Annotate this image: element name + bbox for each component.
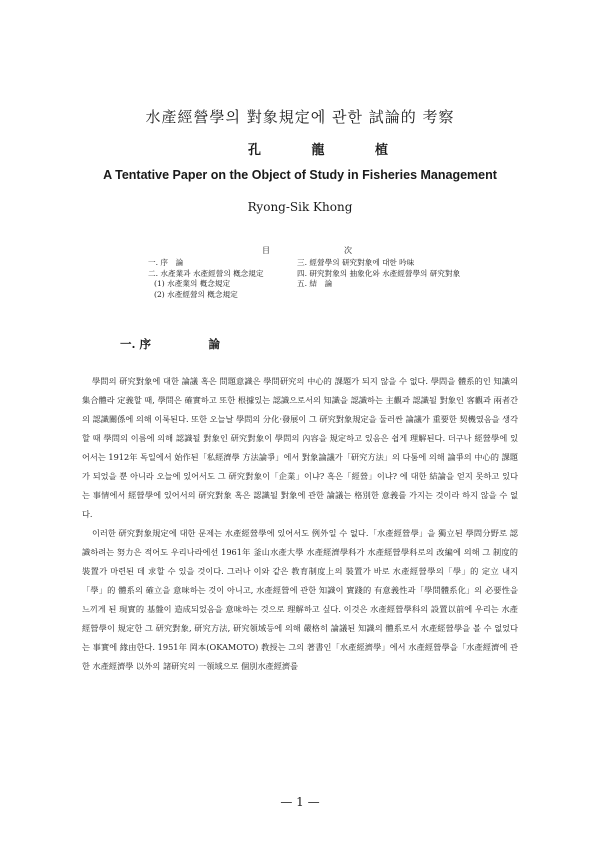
toc-heading-char: 目	[262, 246, 270, 255]
toc-item: 三. 經營學의 研究對象에 대한 吟味	[297, 258, 415, 267]
author-char: 孔	[248, 143, 262, 158]
english-author-name: Ryong-Sik Khong	[247, 200, 353, 214]
body-text	[82, 372, 518, 676]
paragraph: 이러한 研究對象規定에 대한 문제는 水產經營學에 있어서도 例外일 수 없다.「水產經營學」을 獨立된 學問分野로 認識하려는 努力은 적어도 우리나라에선 1961年 釜山水產大學 水產經濟學科가 水產經營學科로의 改編에 의해 그 制度的 裝置가 마련된 데 求할 수 있을 것이다. 그러나 이와 같은 教育制度上의 裝置가 바로 水產經營學의「學」的 定立 내지「學」的 體系의 確立을 意味하는 것이 아니고, 水產經營에 관한 知識이 實踐的 有意義性과「學問體系化」의 必要性을 느끼게 된 現實的 基盤이 造成되었음을 意味하는 것으로 理解하고 싶다. 이것은 水產經營學科의 設置以前에 우리는 水產經營學이 規定한 그 研究對象, 研究方法, 研究領域등에 의해 嚴格히 論議된 知識의 體系로서 水產經營學을 볼 수 없었다는 事實에 緣由한다. 1951年 岡本(OKAMOTO) 教授는 그의 著書인「水產經濟學」에서 水產經營學을「水產經濟에 관한 水產經濟學 以外의 諸研究의 一領域으로 個別水產經濟를	[82, 528, 518, 671]
paragraph: 學問의 研究對象에 대한 論議 혹은 問題意識은 學問研究의 中心的 課題가 되지 않을 수 없다. 學問을 體系的인 知識의 集合體라 定義할 때, 學問은 確實하고 또한 根據있는 認識으로서의 知識을 認識하는 主觀과 認識될 對象인 客觀과 兩者간의 認識關係에 의해 이룩된다. 또한 오늘날 學問의 分化·發展이 그 研究對象規定을 둘러싼 論議가 重要한 契機였음을 생각할 때 學問의 이름에 의해 認識될 對象인 研究對象이 學問의 內容을 規定하고 있음은 쉽게 理解된다. 더구나 經營學에 있어서는 1912年 독일에서 始作된「私經濟學 方法論爭」에서 對象論議가「研究方法」의 다툼에 의해 論爭의 中心的 課題가 되었을 뿐 아니라 오늘에 있어서도 그 研究對象이「企業」이냐? 혹은「經營」이냐? 에 대한 結論을 얻지 못하고 있다는 事情에서 經營學에 있어서의 研究對象 혹은 認識될 對象에 관한 論議는 格別한 意義를 가지는 것이라 하지 않을 수 없다.	[82, 376, 518, 519]
author-char: 龍	[311, 143, 325, 158]
toc-heading-char: 次	[344, 246, 352, 255]
toc-item: 四. 研究對象의 抽象化와 水產經營學의 研究對象	[297, 268, 461, 278]
korean-title: 水產經營學의 對象規定에 관한 試論的 考察	[145, 108, 455, 126]
section-heading	[120, 336, 220, 352]
toc-subitem: (2) 水產經營의 槪念規定	[154, 289, 238, 299]
table-of-contents-heading	[262, 245, 352, 256]
page-number: — 1 —	[280, 795, 320, 809]
toc-item: 二. 水產業과 水產經營의 槪念規定	[148, 268, 264, 278]
toc-right-column	[297, 258, 460, 290]
toc-item: 五. 結 論	[297, 279, 333, 288]
toc-subitem: (1) 水產業의 槪念規定	[154, 279, 231, 288]
toc-item: 一. 序 論	[148, 258, 184, 267]
section-title: 論	[208, 337, 220, 351]
toc-left-column	[148, 258, 263, 300]
section-number: 一. 序	[120, 337, 152, 351]
english-title: A Tentative Paper on the Object of Study in Fisheries Management	[103, 168, 497, 182]
author-char: 植	[374, 143, 388, 158]
korean-author-name	[248, 139, 388, 158]
